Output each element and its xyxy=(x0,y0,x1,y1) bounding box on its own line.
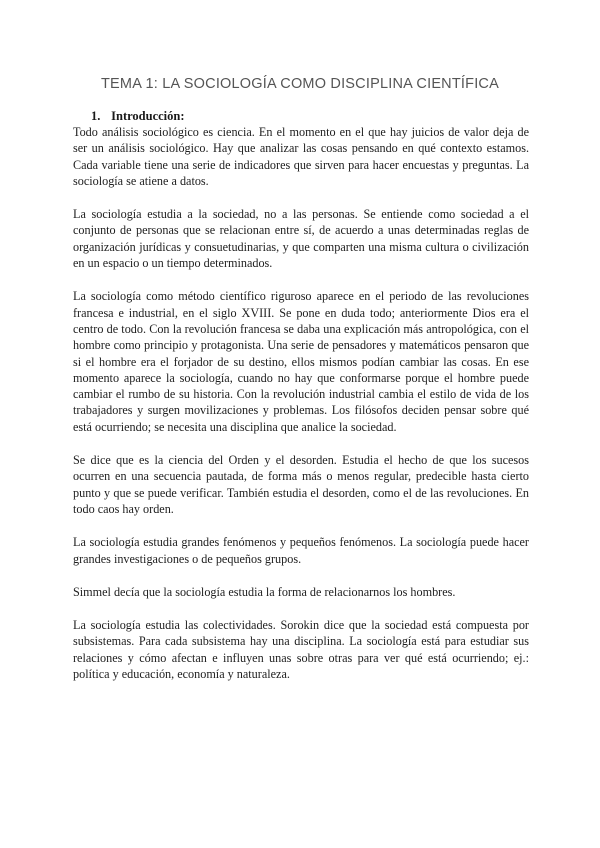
paragraph: La sociología estudia grandes fenómenos y pequeños fenómenos. La sociología puede hacer grandes investigaciones o de pequeños grupos. xyxy=(73,535,529,566)
document-title: TEMA 1: LA SOCIOLOGÍA COMO DISCIPLINA CIENTÍFICA xyxy=(101,76,499,92)
paragraph: La sociología estudia a la sociedad, no a las personas. Se entiende como sociedad a el conjunto de personas que se relacionan entre sí, de acuerdo a unas determinadas reglas de organización jurídicas y consuetudinarias, y que comparten una misma cultura o civilización en un espacio o un tiempo determinados. xyxy=(73,207,529,271)
paragraph: Simmel decía que la sociología estudia la forma de relacionarnos los hombres. xyxy=(73,584,456,599)
document-body xyxy=(73,124,529,699)
section-heading xyxy=(91,109,185,124)
paragraph: Se dice que es la ciencia del Orden y el desorden. Estudia el hecho de que los sucesos ocurren en una secuencia pautada, de forma más o menos regular, predecible hasta cierto punto y que se puede verificar. También estudia el desorden, como el de las revoluciones. En todo caos hay orden. xyxy=(73,453,529,516)
paragraph: La sociología estudia las colectividades. Sorokin dice que la sociedad está compuesta por subsistemas. Para cada subsistema hay una disciplina. La sociología está para estudiar sus relaciones y cómo afectan e influyen unas sobre otras para ver qué está ocurriendo; ej.: política y educación, economía y naturaleza. xyxy=(73,618,529,682)
section-heading-text: Introducción: xyxy=(111,109,185,123)
paragraph: Todo análisis sociológico es ciencia. En el momento en el que hay juicios de valor deja de ser un análisis sociológico. Hay que analizar las cosas pensando en qué contexto estamos. Cada variable tiene una serie de indicadores que sirven para hacer encuestas y preguntas. La sociología se atiene a datos. xyxy=(73,125,529,188)
section-number: 1. xyxy=(91,109,101,123)
paragraph: La sociología como método científico riguroso aparece en el periodo de las revoluciones francesa e industrial, en el siglo XVIII. Se pone en duda todo; anteriormente Dios era el centro de todo. Con la revolución francesa se daba una explicación más antropológica, con el hombre como principio y protagonista. Una serie de pensadores y matemáticos pensaron que si el hombre era el forjador de su destino, ellos mismos podían cambiar las cosas. En ese momento aparece la sociología, cuando no hay que conformarse porque el hombre puede cambiar el rumbo de su historia. Con la revolución industrial cambia el estilo de vida de los trabajadores y surgen movilizaciones y problemas. Los filósofos deciden pensar sobre qué está ocurriendo; se necesita una disciplina que analice la sociedad. xyxy=(73,289,529,434)
